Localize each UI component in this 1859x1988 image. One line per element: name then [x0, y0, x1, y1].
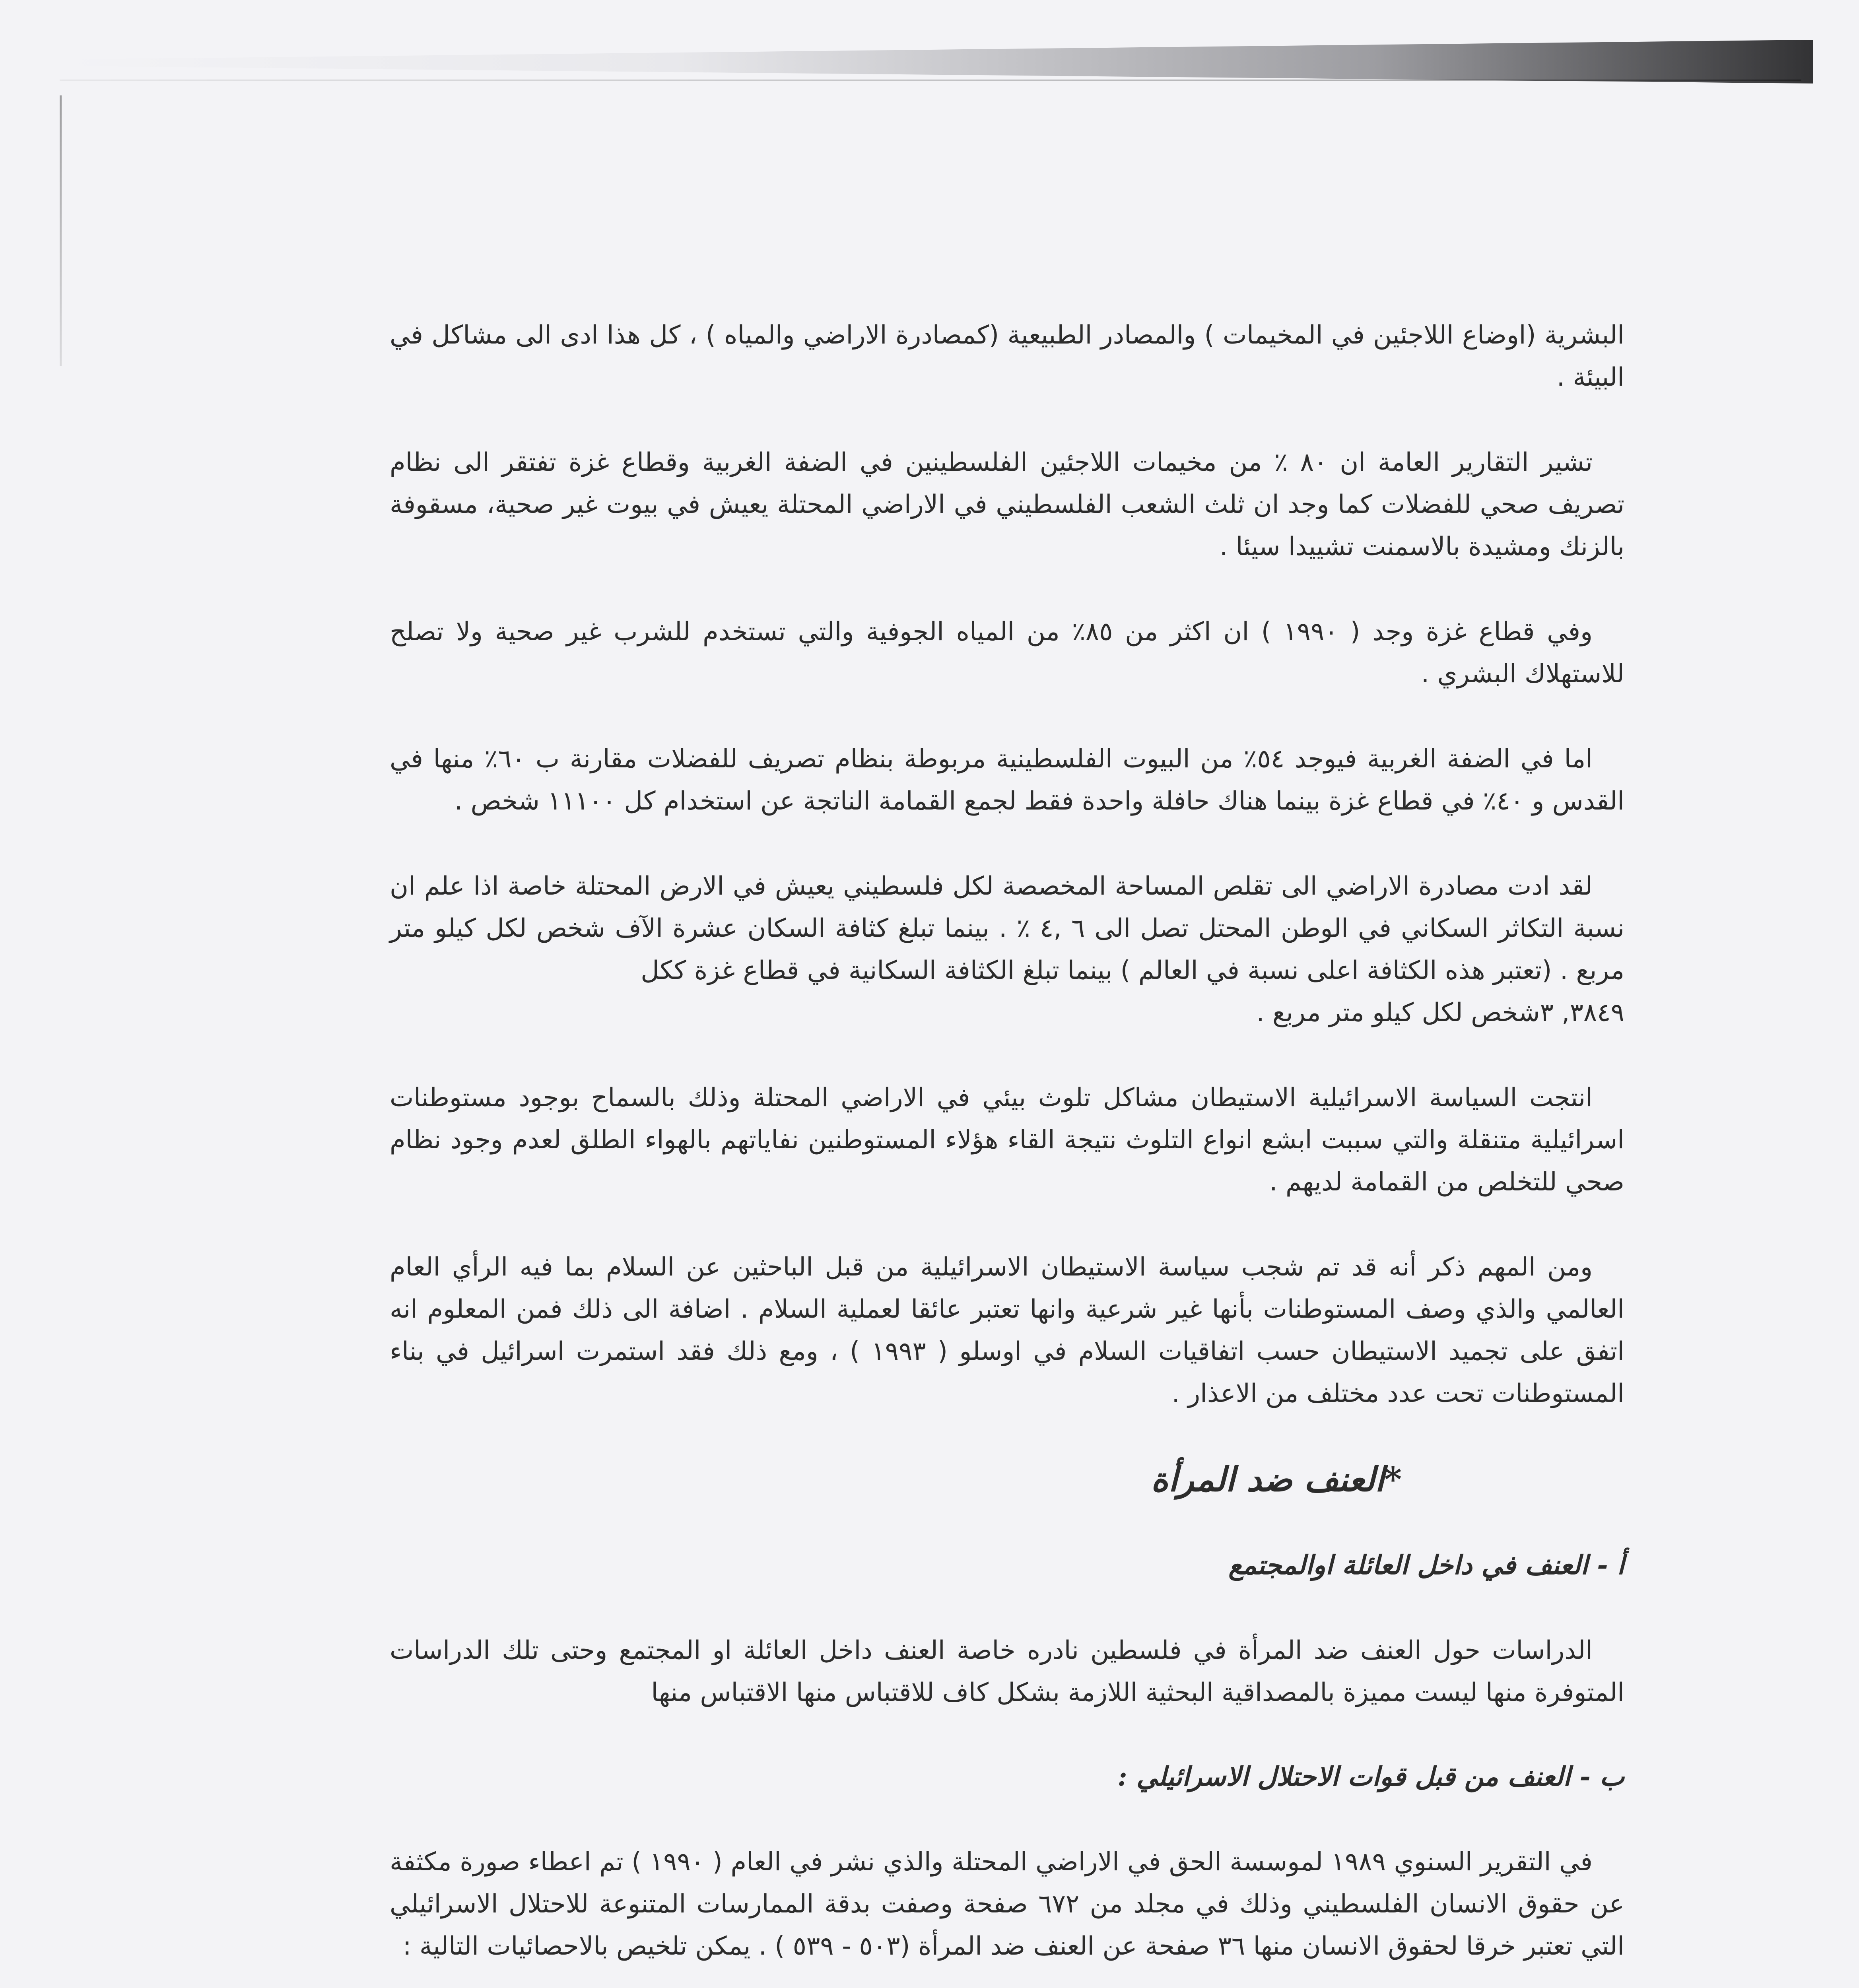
paragraph-settlement-policy: ومن المهم ذكر أنه قد تم شجب سياسة الاستيطان الاسرائيلية من قبل الباحثين عن السلام بما فيه الرأي العام العالمي والذي وصف المستوطنات بأنها غير شرعية وانها تعتبر عائقا لعملية السلام . اضافة الى ذلك فمن المعلوم انه اتفق على تجميد الاستيطان حسب اتفاقيات السلام في اوسلو ( ١٩٩٣ ) ، ومع ذلك فقد استمرت اسرائيل في بناء المستوطنات تحت عدد مختلف من الاعذار . — [390, 1252, 1625, 1408]
paragraph-land-density: لقد ادت مصادرة الاراضي الى تقلص المساحة المخصصة لكل فلسطيني يعيش في الارض المحتلة خاصة اذا علم ان نسبة التكاثر السكاني في الوطن المحتل تصل الى ٦ ,٤ ٪ . بينما تبلغ كثافة السكان عشرة الآف شخص لكل كيلو متر مربع . (تعتبر هذه الكثافة اعلى نسبة في العالم ) بينما تبلغ الكثافة السكانية في قطاع غزة ككل — [390, 872, 1624, 985]
paragraph-annual-report: في التقرير السنوي ١٩٨٩ لموسسة الحق في الاراضي المحتلة والذي نشر في العام ( ١٩٩٠ ) تم اعطاء صورة مكثفة عن حقوق الانسان الفلسطيني وذلك في مجلد من ٦٧٢ صفحة وصفت بدقة الممارسات المتنوعة للاحتلال الاسرائيلي التي تعتبر خرقا لحقوق الانسان منها ٣٦ صفحة عن العنف ضد المرأة (٥٠٣ - ٥٣٩ ) . يمكن تلخيص بالاحصائيات التالية : — [390, 1847, 1625, 1961]
paragraph-studies: الدراسات حول العنف ضد المرأة في فلسطين نادره خاصة العنف داخل العائلة او المجتمع وحتى تلك الدراسات المتوفرة منها ليست مميزة بالمصداقية البحثية اللازمة بشكل كاف للاقتباس منها الاقتباس منها — [390, 1636, 1624, 1707]
paragraph-gaza-water: وفي قطاع غزة وجد ( ١٩٩٠ ) ان اكثر من ٨٥٪ من المياه الجوفية والتي تستخدم للشرب غير صحية ولا تصلح للاستهلاك البشري . — [390, 617, 1624, 689]
paragraph-camps-sanitation: تشير التقارير العامة ان ٨٠ ٪ من مخيمات اللاجئين الفلسطينين في الضفة الغربية وقطاع غزة تفتقر الى نظام تصريف صحي للفضلات كما وجد ان ثلث الشعب الفلسطيني في الاراضي المحتلة يعيش في بيوت غير صحية، مسقوفة بالزنك ومشيدة بالاسمنت تشييدا سيئا . — [390, 448, 1624, 561]
paragraph-settlement-pollution: انتجت السياسة الاسرائيلية الاستيطان مشاكل تلوث بيئي في الاراضي المحتلة وذلك بالسماح بوجود مستوطنات اسرائيلية متنقلة والتي سببت ابشع انواع التلوث نتيجة القاء هؤلاء المستوطنين نفاياتهم بالهواء الطلق لعدم وجود نظام صحي للتخلص من القمامة لديهم . — [390, 1083, 1624, 1197]
section-heading-violence-against-women: *العنف ضد المرأة — [1151, 1460, 1402, 1499]
scan-shadow-band — [64, 40, 1813, 83]
paragraph-environment-problems: البشرية (اوضاع اللاجئين في المخيمات ) والمصادر الطبيعية (كمصادرة الاراضي والمياه ) ، كل هذا ادى الى مشاكل في البيئة . — [390, 320, 1624, 392]
subheading-family-violence: أ - العنف في داخل العائلة اوالمجتمع — [1228, 1549, 1624, 1580]
subheading-occupation-violence: ب - العنف من قبل قوات الاحتلال الاسرائيلي : — [1117, 1761, 1624, 1792]
paragraph-land-density-end: ٣٨٤٩, ٣شخص لكل كيلو متر مربع . — [1256, 998, 1624, 1027]
scan-edge-line — [60, 80, 1801, 81]
paragraph-westbank-sewage: اما في الضفة الغربية فيوجد ٥٤٪ من البيوت الفلسطينية مربوطة بنظام تصريف للفضلات مقارنة ب ٦٠٪ منها في القدس و ٤٠٪ في قطاع غزة بينما هناك حافلة واحدة فقط لجمع القمامة الناتجة عن استخدام كل ١١١٠٠ شخص . — [390, 744, 1624, 816]
document-body — [390, 314, 1624, 1988]
margin-mark — [60, 95, 62, 366]
